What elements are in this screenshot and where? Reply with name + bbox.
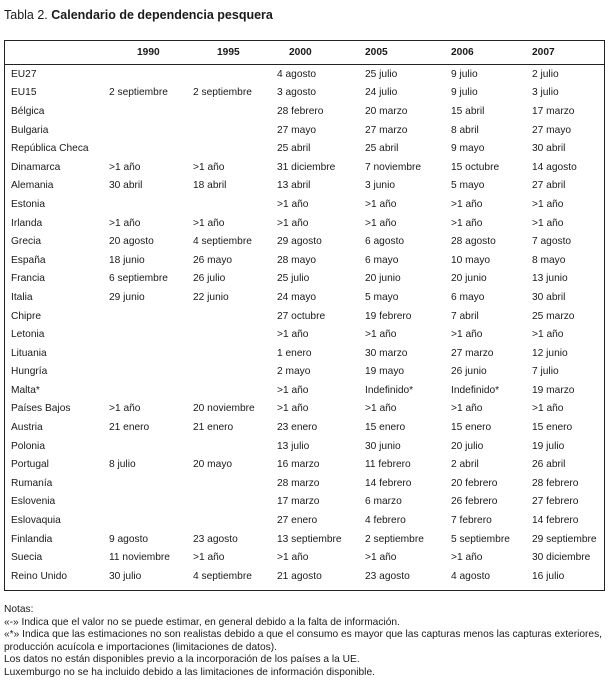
table-row: [5, 65, 604, 84]
notes-heading: Notas:: [4, 604, 34, 615]
date-cell: 18 abril: [193, 180, 227, 192]
date-cell: 6 mayo: [365, 254, 399, 266]
date-cell: 24 mayo: [277, 291, 317, 303]
date-cell: 2 abril: [451, 459, 479, 471]
table-row: [5, 548, 604, 567]
date-cell: 7 agosto: [532, 236, 572, 248]
date-cell: 13 septiembre: [277, 533, 342, 545]
note-availability: Los datos no están disponibles previo a la incorporación de los países a la UE.: [4, 654, 360, 666]
header-2007: 2007: [526, 41, 604, 65]
date-cell: 19 mayo: [365, 366, 405, 378]
date-cell: 29 junio: [109, 291, 145, 303]
date-cell: 20 julio: [451, 440, 484, 452]
date-cell: 30 abril: [532, 291, 566, 303]
table-row: [5, 102, 604, 121]
date-cell: 12 junio: [532, 347, 568, 359]
country-cell: Malta*: [11, 384, 40, 396]
date-cell: >1 año: [277, 217, 309, 229]
country-cell: Eslovenia: [11, 496, 56, 508]
country-cell: Portugal: [11, 459, 49, 471]
note-luxembourg: Luxemburgo no se ha incluido debido a las limitaciones de información disponible.: [4, 666, 375, 678]
date-cell: 20 febrero: [451, 477, 498, 489]
date-cell: >1 año: [451, 198, 483, 210]
date-cell: 17 marzo: [277, 496, 320, 508]
table-header-row: [5, 41, 604, 65]
date-cell: [107, 363, 191, 382]
date-cell: 27 mayo: [277, 124, 317, 136]
date-cell: [107, 474, 191, 493]
table-row: [5, 567, 604, 586]
date-cell: 21 agosto: [277, 570, 322, 582]
date-cell: [107, 195, 191, 214]
country-cell: Austria: [11, 422, 43, 434]
date-cell: 24 julio: [365, 87, 398, 99]
date-cell: [107, 139, 191, 158]
date-cell: [107, 121, 191, 140]
country-cell: Eslovaquia: [11, 515, 61, 527]
date-cell: >1 año: [109, 161, 141, 173]
country-cell: Reino Unido: [11, 570, 68, 582]
date-cell: 15 octubre: [451, 161, 500, 173]
table-title-prefix: Tabla 2.: [4, 8, 48, 22]
date-cell: 4 agosto: [277, 68, 317, 80]
table-row: [5, 474, 604, 493]
country-cell: Hungría: [11, 366, 48, 378]
date-cell: 14 febrero: [532, 515, 579, 527]
date-cell: 23 agosto: [193, 533, 238, 545]
date-cell: >1 año: [109, 217, 141, 229]
note-dash: «-» Indica que el valor no se puede estimar, en general debido a la falta de información.: [4, 616, 400, 628]
date-cell: [191, 139, 275, 158]
date-cell: 5 mayo: [451, 180, 485, 192]
date-cell: 26 julio: [193, 273, 226, 285]
date-cell: 27 mayo: [532, 124, 572, 136]
date-cell: 2 septiembre: [109, 87, 168, 99]
date-cell: >1 año: [365, 329, 397, 341]
date-cell: 20 noviembre: [193, 403, 255, 415]
date-cell: >1 año: [277, 329, 309, 341]
date-cell: 7 abril: [451, 310, 479, 322]
date-cell: >1 año: [365, 198, 397, 210]
date-cell: 4 agosto: [451, 570, 491, 582]
date-cell: [191, 474, 275, 493]
table-row: [5, 177, 604, 196]
date-cell: 17 marzo: [532, 105, 575, 117]
date-cell: 11 febrero: [365, 459, 411, 471]
date-cell: 7 julio: [532, 366, 559, 378]
date-cell: 6 marzo: [365, 496, 402, 508]
date-cell: 5 septiembre: [451, 533, 510, 545]
table-row: [5, 344, 604, 363]
date-cell: >1 año: [532, 217, 564, 229]
header-country: [5, 41, 107, 65]
dependency-table: [5, 41, 604, 586]
date-cell: 22 junio: [193, 291, 229, 303]
date-cell: [107, 344, 191, 363]
date-cell: 18 junio: [109, 254, 145, 266]
date-cell: 31 diciembre: [277, 161, 336, 173]
date-cell: [107, 102, 191, 121]
table-row: [5, 139, 604, 158]
date-cell: 30 diciembre: [532, 552, 591, 564]
date-cell: >1 año: [451, 217, 483, 229]
date-cell: [107, 65, 191, 84]
date-cell: 15 enero: [451, 422, 492, 434]
date-cell: >1 año: [365, 403, 397, 415]
note-asterisk: «*» Indica que las estimaciones no son realistas debido a que el consumo es mayor que las capturas menos las capturas exteriores, producción acuícola e importaciones (limitaciones de datos).: [4, 629, 602, 653]
country-cell: Bélgica: [11, 105, 45, 117]
date-cell: 4 septiembre: [193, 236, 252, 248]
date-cell: 11 noviembre: [109, 552, 170, 564]
table-row: [5, 437, 604, 456]
date-cell: [191, 511, 275, 530]
table-row: [5, 232, 604, 251]
date-cell: 9 julio: [451, 68, 478, 80]
date-cell: 27 abril: [532, 180, 566, 192]
date-cell: >1 año: [532, 329, 564, 341]
date-cell: 9 mayo: [451, 143, 485, 155]
date-cell: 25 abril: [365, 143, 399, 155]
date-cell: [107, 493, 191, 512]
date-cell: 26 junio: [451, 366, 487, 378]
table-row: [5, 214, 604, 233]
date-cell: 23 enero: [277, 422, 318, 434]
date-cell: 19 julio: [532, 440, 565, 452]
header-1995: 1995: [191, 41, 275, 65]
date-cell: 27 enero: [277, 515, 318, 527]
country-cell: Letonia: [11, 329, 45, 341]
date-cell: 9 agosto: [109, 533, 149, 545]
date-cell: [191, 381, 275, 400]
date-cell: >1 año: [193, 552, 225, 564]
date-cell: 21 enero: [193, 422, 234, 434]
date-cell: 25 julio: [365, 68, 398, 80]
date-cell: 30 abril: [532, 143, 566, 155]
country-cell: República Checa: [11, 143, 89, 155]
date-cell: [107, 381, 191, 400]
date-cell: 6 mayo: [451, 291, 485, 303]
date-cell: >1 año: [451, 329, 483, 341]
date-cell: 30 marzo: [365, 347, 408, 359]
date-cell: 13 junio: [532, 273, 568, 285]
date-cell: 28 marzo: [277, 477, 320, 489]
date-cell: >1 año: [277, 403, 309, 415]
date-cell: 20 junio: [365, 273, 401, 285]
country-cell: Polonia: [11, 440, 45, 452]
date-cell: 8 mayo: [532, 254, 566, 266]
country-cell: Francia: [11, 273, 45, 285]
country-cell: Italia: [11, 291, 33, 303]
date-cell: >1 año: [532, 198, 564, 210]
date-cell: 1 enero: [277, 347, 312, 359]
date-cell: [191, 102, 275, 121]
country-cell: Chipre: [11, 310, 42, 322]
date-cell: 2 mayo: [277, 366, 311, 378]
date-cell: [191, 195, 275, 214]
date-cell: 6 agosto: [365, 236, 405, 248]
date-cell: 10 mayo: [451, 254, 491, 266]
date-cell: [191, 65, 275, 84]
date-cell: 25 marzo: [532, 310, 575, 322]
date-cell: 14 agosto: [532, 161, 577, 173]
country-cell: Finlandia: [11, 533, 53, 545]
date-cell: 7 noviembre: [365, 161, 422, 173]
date-cell: 3 agosto: [277, 87, 317, 99]
date-cell: 25 julio: [277, 273, 310, 285]
header-2006: 2006: [443, 41, 526, 65]
date-cell: 14 febrero: [365, 477, 412, 489]
date-cell: [107, 325, 191, 344]
table-row: [5, 251, 604, 270]
date-cell: 26 febrero: [451, 496, 498, 508]
country-cell: España: [11, 254, 46, 266]
table-row: [5, 195, 604, 214]
table-row: [5, 121, 604, 140]
country-cell: Grecia: [11, 236, 42, 248]
date-cell: 19 febrero: [365, 310, 412, 322]
table-row: [5, 381, 604, 400]
date-cell: Indefinido*: [365, 384, 414, 396]
date-cell: 15 abril: [451, 105, 485, 117]
date-cell: 15 enero: [365, 422, 406, 434]
date-cell: 4 febrero: [365, 515, 406, 527]
country-cell: Rumanía: [11, 477, 53, 489]
table-title: [4, 8, 273, 22]
date-cell: [191, 493, 275, 512]
date-cell: 3 junio: [365, 180, 396, 192]
table-row: [5, 158, 604, 177]
date-cell: [191, 307, 275, 326]
date-cell: >1 año: [451, 552, 483, 564]
date-cell: 13 abril: [277, 180, 311, 192]
table-row: [5, 511, 604, 530]
country-cell: Dinamarca: [11, 161, 61, 173]
country-cell: EU27: [11, 68, 37, 80]
date-cell: >1 año: [365, 552, 397, 564]
date-cell: 20 agosto: [109, 236, 154, 248]
country-cell: Alemania: [11, 180, 54, 192]
country-cell: EU15: [11, 87, 37, 99]
date-cell: 29 agosto: [277, 236, 322, 248]
country-cell: Irlanda: [11, 217, 43, 229]
date-cell: >1 año: [193, 161, 225, 173]
table-row: [5, 307, 604, 326]
date-cell: 26 mayo: [193, 254, 233, 266]
date-cell: 5 mayo: [365, 291, 399, 303]
date-cell: 6 septiembre: [109, 273, 168, 285]
date-cell: 20 marzo: [365, 105, 408, 117]
date-cell: 30 julio: [109, 570, 142, 582]
table-row: [5, 270, 604, 289]
date-cell: 26 abril: [532, 459, 566, 471]
table-row: [5, 418, 604, 437]
date-cell: [191, 344, 275, 363]
date-cell: >1 año: [109, 403, 141, 415]
date-cell: 3 julio: [532, 87, 559, 99]
date-cell: 27 octubre: [277, 310, 326, 322]
date-cell: Indefinido*: [451, 384, 500, 396]
date-cell: [107, 307, 191, 326]
date-cell: [191, 437, 275, 456]
table-row: [5, 493, 604, 512]
country-cell: Lituania: [11, 347, 47, 359]
date-cell: 2 septiembre: [365, 533, 424, 545]
dependency-table-frame: [4, 40, 605, 591]
date-cell: [107, 511, 191, 530]
date-cell: 27 febrero: [532, 496, 579, 508]
date-cell: >1 año: [193, 217, 225, 229]
date-cell: 29 septiembre: [532, 533, 597, 545]
table-row: [5, 325, 604, 344]
table-row: [5, 530, 604, 549]
date-cell: 25 abril: [277, 143, 311, 155]
table-body: [5, 65, 604, 586]
date-cell: >1 año: [277, 384, 309, 396]
date-cell: 23 agosto: [365, 570, 410, 582]
date-cell: 21 enero: [109, 422, 150, 434]
date-cell: 4 septiembre: [193, 570, 252, 582]
date-cell: >1 año: [277, 198, 309, 210]
date-cell: 9 julio: [451, 87, 478, 99]
date-cell: 16 marzo: [277, 459, 320, 471]
country-cell: Suecia: [11, 552, 43, 564]
date-cell: 28 febrero: [532, 477, 579, 489]
table-title-main: Calendario de dependencia pesquera: [51, 8, 273, 22]
date-cell: [107, 437, 191, 456]
table-row: [5, 363, 604, 382]
date-cell: 20 mayo: [193, 459, 233, 471]
header-2000: 2000: [275, 41, 357, 65]
country-cell: Países Bajos: [11, 403, 71, 415]
table-row: [5, 288, 604, 307]
table-row: [5, 400, 604, 419]
date-cell: 13 julio: [277, 440, 310, 452]
date-cell: 19 marzo: [532, 384, 575, 396]
date-cell: 2 septiembre: [193, 87, 252, 99]
date-cell: >1 año: [365, 217, 397, 229]
date-cell: >1 año: [277, 552, 309, 564]
header-2005: 2005: [357, 41, 443, 65]
date-cell: 16 julio: [532, 570, 565, 582]
notes-section: [4, 604, 607, 680]
date-cell: 27 marzo: [365, 124, 408, 136]
date-cell: 2 julio: [532, 68, 559, 80]
date-cell: 7 febrero: [451, 515, 492, 527]
date-cell: >1 año: [451, 403, 483, 415]
country-cell: Bulgaria: [11, 124, 49, 136]
date-cell: [191, 121, 275, 140]
date-cell: 27 marzo: [451, 347, 494, 359]
date-cell: 20 junio: [451, 273, 487, 285]
date-cell: 30 junio: [365, 440, 401, 452]
table-row: [5, 455, 604, 474]
table-row: [5, 84, 604, 103]
date-cell: [191, 325, 275, 344]
date-cell: 8 abril: [451, 124, 479, 136]
date-cell: 28 agosto: [451, 236, 496, 248]
date-cell: 28 febrero: [277, 105, 324, 117]
date-cell: 8 julio: [109, 459, 136, 471]
date-cell: 30 abril: [109, 180, 143, 192]
country-cell: Estonia: [11, 198, 45, 210]
header-1990: 1990: [107, 41, 191, 65]
date-cell: 28 mayo: [277, 254, 317, 266]
date-cell: 15 enero: [532, 422, 573, 434]
date-cell: >1 año: [532, 403, 564, 415]
date-cell: [191, 363, 275, 382]
